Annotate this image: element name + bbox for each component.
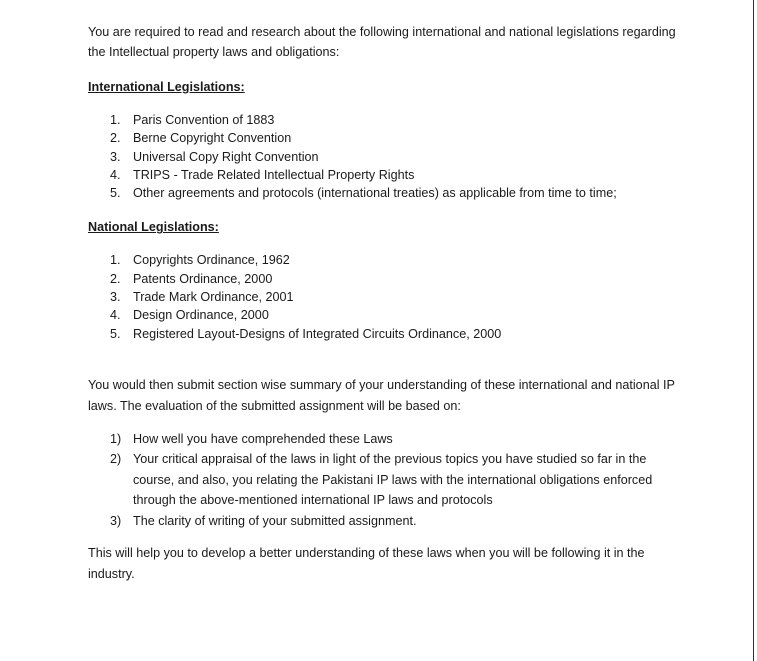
list-item [88,111,688,129]
list-item-text: How well you have comprehended these Laws [133,431,393,446]
closing-paragraph: This will help you to develop a better understanding of these laws when you will be following it in the industry. [88,546,645,582]
list-item [88,184,688,202]
list-item [88,148,688,166]
list-item-text: Registered Layout-Designs of Integrated Circuits Ordinance, 2000 [133,326,502,341]
list-number: 3. [110,290,121,305]
list-number: 3) [110,513,122,528]
list-number: 4. [110,167,121,182]
international-list [88,111,688,202]
list-item [88,270,688,288]
list-number: 1. [110,253,121,268]
list-item-text: Other agreements and protocols (international treaties) as applicable from time to time; [133,186,617,201]
list-item [88,251,688,269]
list-item-text: Copyrights Ordinance, 1962 [133,253,290,268]
list-item [88,166,688,184]
document-body [88,22,688,585]
list-item-text: Patents Ordinance, 2000 [133,271,273,286]
list-item [88,306,688,324]
list-item-text: Universal Copy Right Convention [133,149,319,164]
list-item-text: TRIPS - Trade Related Intellectual Property Rights [133,167,415,182]
list-number: 4. [110,308,121,323]
list-number: 2) [110,452,122,467]
intro-paragraph: You are required to read and research about the following international and national legislations regarding the Intellectual property laws and obligations: [88,25,676,59]
list-item [88,511,688,532]
list-item [88,429,688,450]
international-heading: International Legislations: [88,80,245,94]
list-item-text: Design Ordinance, 2000 [133,308,269,323]
list-number: 5. [110,326,121,341]
list-item-text: The clarity of writing of your submitted assignment. [133,513,417,528]
list-number: 2. [110,271,121,286]
national-list [88,251,688,342]
list-number: 1. [110,113,121,127]
list-number: 1) [110,431,122,446]
list-number: 2. [110,131,121,146]
national-heading: National Legislations: [88,220,219,235]
list-item [88,129,688,147]
list-item [88,288,688,306]
list-item-text: Your critical appraisal of the laws in light of the previous topics you have studied so far in the course, and also, you relating the Pakistani IP laws with the international obligations enforced through the above-mentioned international IP laws and protocols [133,452,653,508]
page-edge-divider [753,0,754,661]
list-number: 5. [110,186,121,201]
list-item [88,449,688,511]
evaluation-criteria-list [88,429,688,532]
submission-paragraph: You would then submit section wise summary of your understanding of these international and national IP laws. The evaluation of the submitted assignment will be based on: [88,377,675,413]
list-item-text: Paris Convention of 1883 [133,113,275,127]
list-item-text: Trade Mark Ordinance, 2001 [133,290,294,305]
list-item [88,325,688,343]
list-number: 3. [110,149,121,164]
list-item-text: Berne Copyright Convention [133,131,292,146]
